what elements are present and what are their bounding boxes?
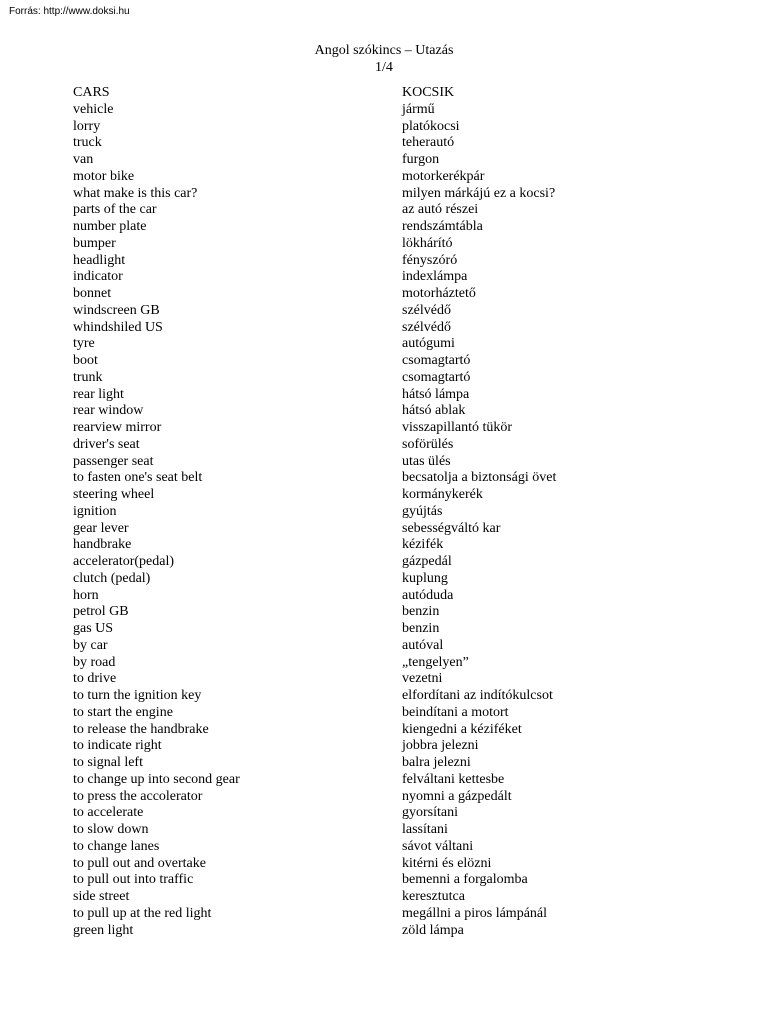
english-term: rearview mirror [73, 420, 162, 435]
hungarian-term: autógumi [402, 336, 455, 352]
hungarian-term: „tengelyen” [402, 654, 469, 670]
english-term: bumper [73, 235, 116, 251]
vocab-row [73, 872, 713, 889]
hungarian-term: megállni a piros lámpánál [402, 905, 548, 921]
english-term: to start the engine [73, 704, 173, 720]
vocab-row [73, 856, 713, 873]
hungarian-term: balra jelezni [402, 755, 471, 770]
english-term: to turn the ignition key [73, 688, 202, 703]
hungarian-term: benzin [402, 621, 440, 636]
vocab-row [73, 437, 713, 454]
hungarian-term: kézifék [402, 537, 444, 553]
hungarian-term: lassítani [402, 822, 448, 837]
english-term: accelerator(pedal) [73, 554, 175, 569]
vocab-row [73, 487, 713, 504]
vocab-row [73, 621, 713, 638]
english-term: to drive [73, 671, 117, 687]
hungarian-term: rendszámtábla [402, 219, 483, 234]
vocab-row [73, 353, 713, 370]
vocab-row [73, 671, 713, 688]
english-term: steering wheel [73, 487, 155, 502]
hungarian-term: visszapillantó tükör [402, 420, 513, 435]
vocab-row [73, 755, 713, 772]
hungarian-term: vezetni [402, 671, 443, 687]
english-term: number plate [73, 219, 147, 234]
english-term: to indicate right [73, 738, 162, 754]
english-term: whindshiled US [73, 319, 163, 335]
hungarian-term: csomagtartó [402, 369, 471, 385]
english-term: side street [73, 889, 130, 904]
vocab-row [73, 202, 713, 219]
vocab-row [73, 85, 713, 102]
vocab-row [73, 805, 713, 822]
hungarian-term: sebességváltó kar [402, 520, 501, 536]
english-term: what make is this car? [73, 185, 198, 201]
english-term: CARS [73, 85, 110, 100]
english-term: headlight [73, 252, 126, 268]
english-term: gas US [73, 621, 114, 636]
vocab-row [73, 253, 713, 270]
hungarian-term: sávot váltani [402, 838, 474, 854]
vocab-row [73, 169, 713, 186]
vocab-row [73, 772, 713, 789]
hungarian-term: csomagtartó [402, 353, 471, 368]
hungarian-term: autóduda [402, 587, 454, 603]
hungarian-term: lökhárító [402, 235, 453, 251]
vocab-row [73, 822, 713, 839]
hungarian-term: szélvédő [402, 302, 451, 318]
english-term: vehicle [73, 101, 114, 117]
hungarian-term: teherautó [402, 135, 455, 151]
vocab-row [73, 236, 713, 253]
vocab-row [73, 705, 713, 722]
hungarian-term: zöld lámpa [402, 922, 464, 938]
hungarian-term: nyomni a gázpedált [402, 788, 512, 804]
english-term: to release the handbrake [73, 721, 209, 737]
hungarian-term: furgon [402, 152, 440, 167]
hungarian-term: kiengedni a kéziféket [402, 721, 522, 737]
english-term: petrol GB [73, 604, 129, 620]
hungarian-term: fényszóró [402, 252, 458, 268]
english-term: bonnet [73, 286, 112, 301]
english-term: indicator [73, 269, 123, 285]
vocabulary-list [73, 85, 713, 939]
vocab-row [73, 320, 713, 337]
english-term: to signal left [73, 755, 143, 770]
hungarian-term: szélvédő [402, 319, 451, 335]
vocab-row [73, 269, 713, 286]
vocab-row [73, 588, 713, 605]
vocab-row [73, 906, 713, 923]
vocab-row [73, 604, 713, 621]
vocab-row [73, 923, 713, 940]
vocab-row [73, 102, 713, 119]
english-term: parts of the car [73, 202, 157, 218]
english-term: by car [73, 637, 108, 653]
hungarian-term: kormánykerék [402, 487, 483, 502]
english-term: clutch (pedal) [73, 570, 151, 586]
hungarian-term: becsatolja a biztonsági övet [402, 470, 557, 486]
hungarian-term: milyen márkájú ez a kocsi? [402, 185, 556, 201]
english-term: to fasten one's seat belt [73, 470, 203, 486]
hungarian-term: KOCSIK [402, 85, 455, 100]
english-term: by road [73, 654, 116, 670]
vocab-row [73, 738, 713, 755]
vocab-row [73, 370, 713, 387]
english-term: rear light [73, 386, 124, 402]
english-term: trunk [73, 369, 103, 385]
vocab-row [73, 537, 713, 554]
hungarian-term: elfordítani az indítókulcsot [402, 688, 553, 703]
english-term: to accelerate [73, 805, 144, 821]
english-term: to change up into second gear [73, 771, 240, 787]
vocab-row [73, 403, 713, 420]
english-term: to pull out and overtake [73, 855, 206, 871]
hungarian-term: motorháztető [402, 286, 476, 301]
document-title: Angol szókincs – Utazás [314, 43, 454, 58]
english-term: rear window [73, 403, 144, 419]
english-term: tyre [73, 336, 95, 352]
english-term: to press the accolerator [73, 788, 203, 804]
english-term: windscreen GB [73, 302, 160, 318]
vocab-row [73, 789, 713, 806]
vocab-row [73, 454, 713, 471]
vocab-row [73, 521, 713, 538]
english-term: horn [73, 587, 99, 603]
vocab-row [73, 336, 713, 353]
page-number: 1/4 [375, 60, 393, 75]
vocab-row [73, 554, 713, 571]
vocab-row [73, 135, 713, 152]
english-term: motor bike [73, 168, 135, 184]
source-credit: Forrás: http://www.doksi.hu [9, 6, 130, 17]
vocab-row [73, 387, 713, 404]
vocab-row [73, 889, 713, 906]
vocab-row [73, 119, 713, 136]
hungarian-term: hátsó lámpa [402, 386, 470, 402]
english-term: to slow down [73, 822, 149, 837]
vocab-row [73, 219, 713, 236]
hungarian-term: beindítani a motort [402, 704, 509, 720]
vocab-row [73, 186, 713, 203]
vocab-row [73, 839, 713, 856]
vocab-row [73, 303, 713, 320]
vocab-row [73, 152, 713, 169]
hungarian-term: motorkerékpár [402, 168, 485, 184]
vocab-row [73, 638, 713, 655]
hungarian-term: indexlámpa [402, 269, 468, 285]
english-term: to pull out into traffic [73, 872, 194, 888]
hungarian-term: kuplung [402, 570, 448, 586]
hungarian-term: bemenni a forgalomba [402, 872, 528, 888]
hungarian-term: utas ülés [402, 453, 451, 469]
hungarian-term: jármű [402, 101, 435, 117]
english-term: truck [73, 135, 102, 151]
english-term: green light [73, 922, 134, 938]
english-term: driver's seat [73, 436, 140, 452]
english-term: to pull up at the red light [73, 905, 212, 921]
hungarian-term: gyorsítani [402, 805, 458, 821]
hungarian-term: platókocsi [402, 118, 460, 134]
english-term: gear lever [73, 520, 129, 536]
hungarian-term: gyújtás [402, 503, 443, 519]
hungarian-term: autóval [402, 637, 444, 653]
hungarian-term: benzin [402, 604, 440, 620]
vocab-row [73, 504, 713, 521]
vocab-row [73, 655, 713, 672]
english-term: van [73, 152, 94, 167]
hungarian-term: az autó részei [402, 202, 479, 218]
english-term: boot [73, 353, 98, 368]
vocab-row [73, 470, 713, 487]
hungarian-term: jobbra jelezni [402, 738, 479, 754]
hungarian-term: keresztutca [402, 889, 465, 904]
english-term: to change lanes [73, 838, 160, 854]
hungarian-term: felváltani kettesbe [402, 771, 505, 787]
english-term: handbrake [73, 537, 132, 553]
english-term: ignition [73, 503, 117, 519]
vocab-row [73, 286, 713, 303]
hungarian-term: gázpedál [402, 554, 452, 569]
vocab-row [73, 571, 713, 588]
vocab-row [73, 722, 713, 739]
hungarian-term: soförülés [402, 436, 454, 452]
hungarian-term: hátsó ablak [402, 403, 466, 419]
vocab-row [73, 688, 713, 705]
hungarian-term: kitérni és elözni [402, 855, 492, 871]
english-term: lorry [73, 118, 101, 134]
english-term: passenger seat [73, 453, 154, 469]
vocab-row [73, 420, 713, 437]
